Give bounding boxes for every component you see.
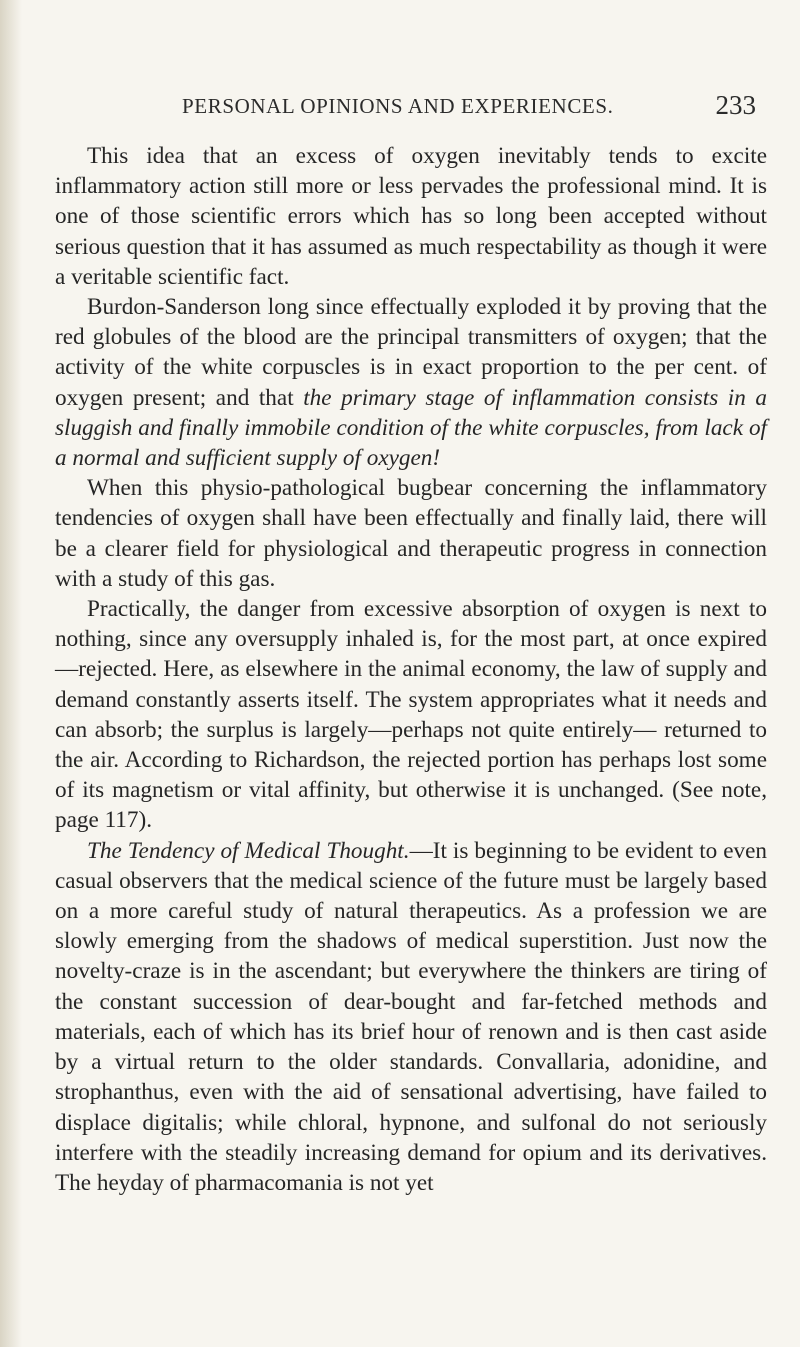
paragraph-5-text: —It is beginning to be evident to even casual observers that the medical science of the future must be largely based on a more careful study of natural therapeutics. As a profession we are slowly emerging from the shadows of medical superstition. Just now the novelty-craze is in the ascendant; but everywhere the thinkers are tiring of the constant succession of dear-bought and far-fetched methods and materials, each of which has its brief hour of renown and is then cast aside by a virtual return to the older standards. Convallaria, adonidine, and strophanthus, even with the aid of sensational advertising, have failed to displace digitalis; while chloral, hypnone, and sulfonal do not seriously interfere with the steadily increasing demand for opium and its derivatives. The heyday of pharmacomania is not yet (55, 837, 767, 1196)
paragraph-2 (55, 292, 767, 473)
paragraph-1: This idea that an excess of oxygen inevitably tends to excite inflammatory action still more or less pervades the professional mind. It is one of those scientific errors which has so long been accepted without serious question that it has assumed as much respectability as though it were a veritable scientific fact. (55, 143, 767, 290)
page-edge-shadow (0, 0, 22, 1347)
running-head (0, 90, 800, 124)
page-number: 233 (715, 90, 756, 120)
running-head-title: PERSONAL OPINIONS AND EXPERIENCES. (182, 94, 614, 118)
body-text (55, 141, 767, 1198)
paragraph-2-italic: the primary stage of inflammation consists in a sluggish and finally immobile condition of the white corpuscles, from lack of a normal and sufficient supply of oxygen! (55, 384, 767, 472)
section-heading-italic: The Tendency of Medical Thought. (87, 837, 410, 864)
paragraph-3: When this physio-pathological bugbear concerning the inflammatory tendencies of oxygen shall have been effectually and finally laid, there will be a clearer field for physiological and therapeutic progress in connection with a study of this gas. (55, 475, 767, 592)
paragraph-5 (55, 836, 767, 1198)
paragraph-2-text: Burdon-Sanderson long since effectually exploded it by proving that the red globules of the blood are the principal transmitters of oxygen; that the activity of the white corpuscles is in exact proportion to the per cent. of oxygen present; and that (55, 294, 767, 411)
paragraph-4: Practically, the danger from excessive absorption of oxygen is next to nothing, since any oversupply inhaled is, for the most part, at once expired—rejected. Here, as elsewhere in the animal economy, the law of supply and demand constantly asserts itself. The system appropriates what it needs and can absorb; the surplus is largely—perhaps not quite entirely— returned to the air. According to Richardson, the rejected portion has perhaps lost some of its magnetism or vital affinity, but otherwise it is unchanged. (See note, page 117). (55, 596, 767, 834)
